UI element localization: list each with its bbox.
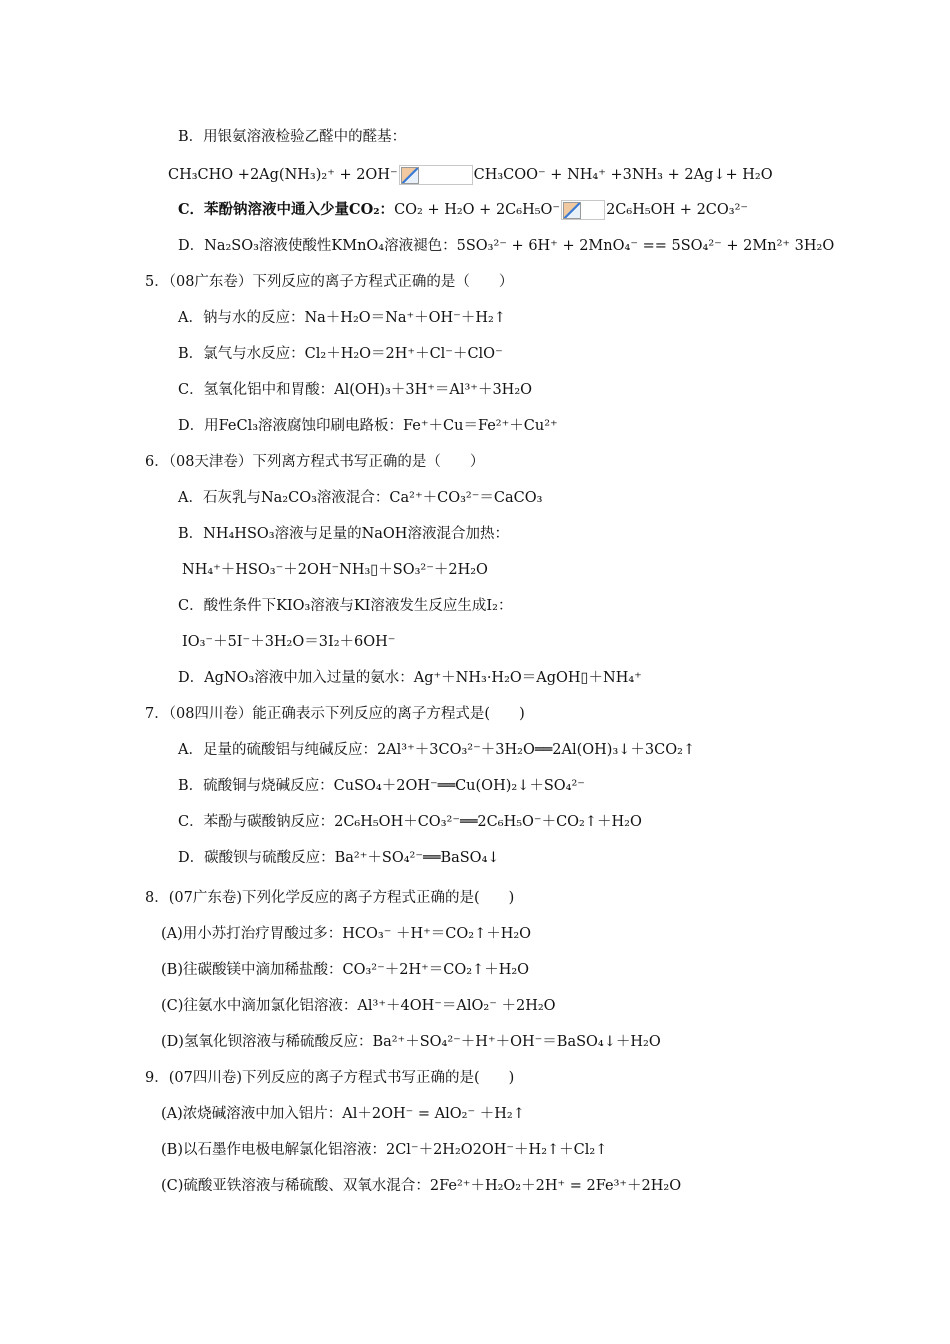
equation-left: CH₃CHO +2Ag(NH₃)₂⁺ + 2OH⁻ — [168, 167, 398, 183]
q9-option-a: (A)浓烧碱溶液中加入铝片：Al＋2OH⁻ = AlO₂⁻ ＋H₂↑ — [161, 1106, 525, 1122]
image-placeholder-icon — [563, 202, 581, 219]
broken-image-icon — [399, 165, 473, 185]
q7-option-a: A．足量的硫酸铝与纯碱反应：2Al³⁺＋3CO₃²⁻＋3H₂O══2Al(OH)₃↓＋3CO₂↑ — [178, 742, 696, 758]
image-placeholder-icon — [401, 167, 419, 184]
q5-option-a: A．钠与水的反应：Na＋H₂O＝Na⁺＋OH⁻＋H₂↑ — [178, 310, 506, 326]
q7-option-d: D．碳酸钡与硫酸反应：Ba²⁺＋SO₄²⁻══BaSO₄↓ — [178, 850, 500, 866]
question-7: 7．（08四川卷）能正确表示下列反应的离子方程式是( ) — [145, 706, 525, 722]
q6-option-b-equation: NH₄⁺＋HSO₃⁻＋2OH⁻NH₃▯＋SO₃²⁻＋2H₂O — [182, 562, 488, 578]
q6-option-a: A．石灰乳与Na₂CO₃溶液混合：Ca²⁺＋CO₃²⁻＝CaCO₃ — [178, 490, 543, 506]
q5-option-c: C．氢氧化铝中和胃酸：Al(OH)₃＋3H⁺＝Al³⁺＋3H₂O — [178, 382, 533, 398]
question-5: 5．（08广东卷）下列反应的离子方程式正确的是（ ） — [145, 274, 514, 290]
option-d-text: D．Na₂SO₃溶液使酸性KMnO₄溶液褪色：5SO₃²⁻ + 6H⁺ + 2MnO₄⁻ == 5SO₄²⁻ + 2Mn²⁺ 3H₂O — [178, 238, 835, 254]
equation-line — [168, 165, 773, 185]
q7-option-c: C．苯酚与碳酸钠反应：2C₆H₅OH＋CO₃²⁻══2C₆H₅O⁻＋CO₂↑＋H₂O — [178, 814, 642, 830]
equation-right: CH₃COO⁻ + NH₄⁺ +3NH₃ + 2Ag↓+ H₂O — [473, 167, 773, 183]
q8-option-b: (B)往碳酸镁中滴加稀盐酸：CO₃²⁻＋2H⁺＝CO₂↑＋H₂O — [161, 962, 530, 978]
q6-option-d: D．AgNO₃溶液中加入过量的氨水：Ag⁺＋NH₃·H₂O＝AgOH▯＋NH₄⁺ — [178, 670, 642, 686]
q5-option-b: B．氯气与水反应：Cl₂＋H₂O＝2H⁺＋Cl⁻＋ClO⁻ — [178, 346, 503, 362]
equation-right: 2C₆H₅OH + 2CO₃²⁻ — [606, 202, 749, 218]
question-9: 9．(07四川卷)下列反应的离子方程式书写正确的是( ) — [145, 1070, 515, 1086]
q8-option-a: (A)用小苏打治疗胃酸过多：HCO₃⁻ ＋H⁺＝CO₂↑＋H₂O — [161, 926, 532, 942]
q8-option-d: (D)氢氧化钡溶液与稀硫酸反应：Ba²⁺＋SO₄²⁻＋H⁺＋OH⁻＝BaSO₄↓＋H₂O — [161, 1034, 661, 1050]
q9-option-b: (B)以石墨作电极电解氯化铝溶液：2Cl⁻＋2H₂O2OH⁻＋H₂↑＋Cl₂↑ — [161, 1142, 608, 1158]
q8-option-c: (C)往氨水中滴加氯化铝溶液：Al³⁺＋4OH⁻＝AlO₂⁻ ＋2H₂O — [161, 998, 556, 1014]
broken-image-icon — [561, 200, 605, 220]
option-b-text: B．用银氨溶液检验乙醛中的醛基： — [178, 129, 407, 145]
option-c-line — [178, 200, 748, 220]
q6-option-c-equation: IO₃⁻＋5I⁻＋3H₂O＝3I₂＋6OH⁻ — [182, 634, 396, 650]
q5-option-d: D．用FeCl₃溶液腐蚀印刷电路板：Fe⁺＋Cu＝Fe²⁺＋Cu²⁺ — [178, 418, 558, 434]
q7-option-b: B．硫酸铜与烧碱反应：CuSO₄＋2OH⁻══Cu(OH)₂↓＋SO₄²⁻ — [178, 778, 585, 794]
q6-option-b: B．NH₄HSO₃溶液与足量的NaOH溶液混合加热： — [178, 526, 509, 542]
q6-option-c: C．酸性条件下KIO₃溶液与KI溶液发生反应生成I₂： — [178, 598, 513, 614]
question-6: 6．（08天津卷）下列离方程式书写正确的是（ ） — [145, 454, 485, 470]
option-c-label: C．苯酚钠溶液中通入少量CO₂： — [178, 201, 395, 218]
equation-left: CO₂ + H₂O + 2C₆H₅O⁻ — [394, 202, 561, 218]
q9-option-c: (C)硫酸亚铁溶液与稀硫酸、双氧水混合：2Fe²⁺＋H₂O₂＋2H⁺ = 2Fe³⁺＋2H₂O — [161, 1178, 682, 1194]
question-8: 8．(07广东卷)下列化学反应的离子方程式正确的是( ) — [145, 890, 515, 906]
